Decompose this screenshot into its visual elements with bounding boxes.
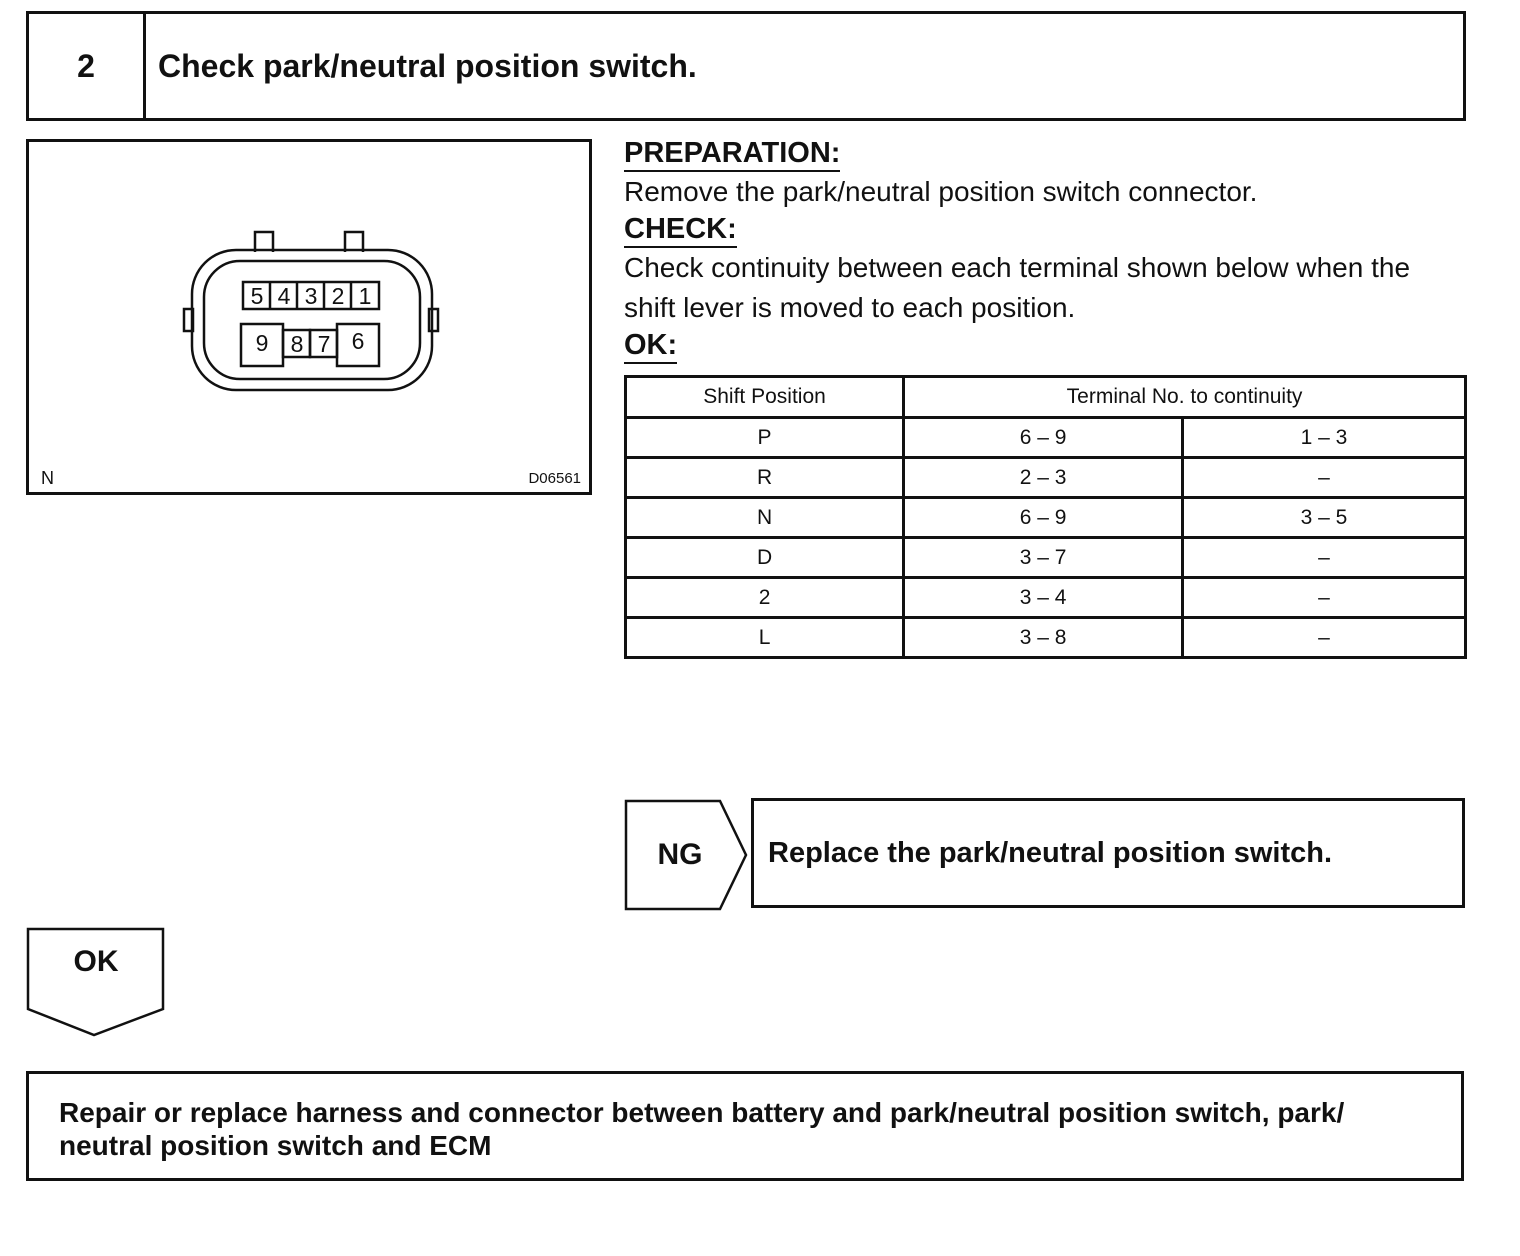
table-cell-position: 2: [626, 578, 904, 618]
table-cell-terminal-a: 3 – 7: [904, 538, 1183, 578]
column-header-terminal-no: Terminal No. to continuity: [904, 377, 1466, 418]
pin-label: 8: [290, 331, 304, 357]
table-cell-position: L: [626, 618, 904, 658]
connector-drawing: [29, 142, 589, 492]
table-cell-terminal-b: –: [1183, 538, 1466, 578]
ok-label: OK: [73, 945, 119, 978]
pin-label: 1: [358, 283, 372, 309]
check-heading: CHECK:: [624, 212, 737, 248]
check-text-line: shift lever is moved to each position.: [624, 292, 1076, 323]
check-text-line: Check continuity between each terminal shown below when the: [624, 252, 1411, 283]
ng-tag: [624, 799, 748, 911]
table-header-row: [626, 377, 1466, 418]
table-row: [626, 418, 1466, 458]
preparation-heading: PREPARATION:: [624, 136, 840, 172]
table-cell-terminal-a: 3 – 8: [904, 618, 1183, 658]
table-row: [626, 498, 1466, 538]
table-cell-terminal-b: –: [1183, 578, 1466, 618]
preparation-text: Remove the park/neutral position switch connector.: [624, 176, 1258, 207]
pin-label: 5: [250, 283, 264, 309]
diagram-corner-label: N: [41, 468, 54, 488]
table-cell-position: N: [626, 498, 904, 538]
final-action-line: neutral position switch and ECM: [59, 1130, 492, 1161]
final-action-box: [26, 1071, 1464, 1181]
step-header: [26, 11, 1466, 121]
table-cell-terminal-a: 6 – 9: [904, 418, 1183, 458]
table-cell-terminal-b: 3 – 5: [1183, 498, 1466, 538]
table-cell-terminal-b: –: [1183, 458, 1466, 498]
table-cell-terminal-a: 2 – 3: [904, 458, 1183, 498]
table-row: [626, 458, 1466, 498]
pin-label: 7: [317, 331, 331, 357]
final-action-line: Repair or replace harness and connector between battery and park/neutral position switch, park/: [59, 1097, 1345, 1128]
pin-label: 9: [255, 330, 269, 356]
ng-action-box: Replace the park/neutral position switch.: [751, 798, 1465, 908]
table-row: [626, 618, 1466, 658]
ok-arrow-shape: [26, 927, 166, 1039]
table-row: [626, 578, 1466, 618]
step-title: Check park/neutral position switch.: [158, 47, 697, 84]
table-cell-terminal-b: –: [1183, 618, 1466, 658]
table-cell-terminal-a: 3 – 4: [904, 578, 1183, 618]
pin-label: 4: [277, 283, 291, 309]
instructions: [624, 136, 1484, 364]
table-cell-position: R: [626, 458, 904, 498]
table-cell-terminal-a: 6 – 9: [904, 498, 1183, 538]
table-cell-terminal-b: 1 – 3: [1183, 418, 1466, 458]
table-row: [626, 538, 1466, 578]
figure-code: D06561: [528, 470, 581, 487]
step-number: 2: [29, 14, 146, 118]
pin-label: 3: [304, 283, 318, 309]
column-header-shift-position: Shift Position: [626, 377, 904, 418]
ng-label: NG: [657, 838, 703, 871]
pin-label: 2: [331, 283, 345, 309]
ok-heading: OK:: [624, 328, 677, 364]
connector-diagram: [26, 139, 592, 495]
table-cell-position: D: [626, 538, 904, 578]
pin-label: 6: [351, 328, 365, 354]
ok-tag: [26, 927, 166, 1039]
continuity-table: [624, 375, 1467, 659]
table-cell-position: P: [626, 418, 904, 458]
